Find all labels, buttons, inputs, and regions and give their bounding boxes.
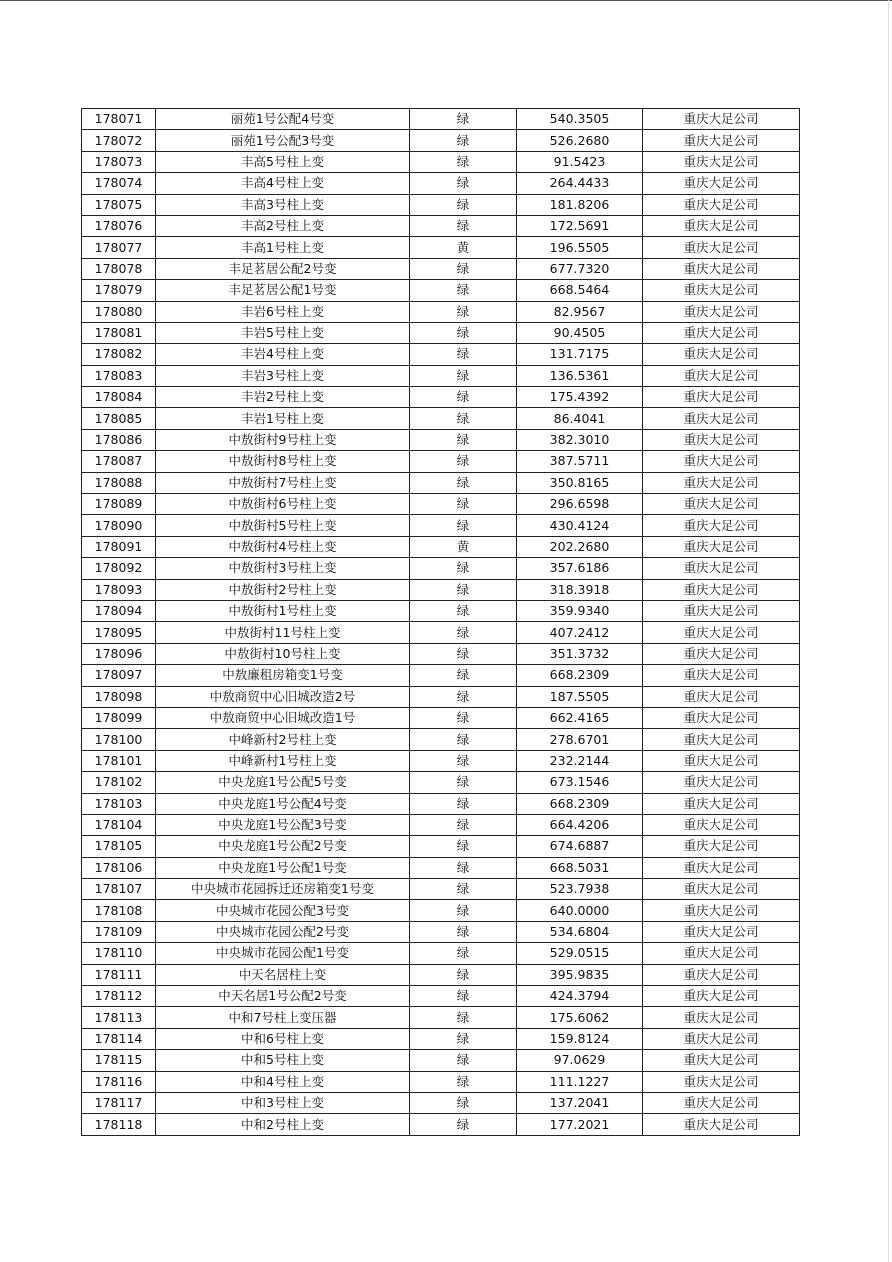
cell-id: 178115 bbox=[82, 1050, 156, 1071]
cell-value: 111.1227 bbox=[517, 1071, 643, 1092]
cell-status: 绿 bbox=[410, 707, 517, 728]
table-row bbox=[82, 536, 800, 557]
cell-id: 178074 bbox=[82, 173, 156, 194]
table-row bbox=[82, 750, 800, 771]
cell-company: 重庆大足公司 bbox=[643, 194, 800, 215]
cell-name: 中敖廉租房箱变1号变 bbox=[156, 665, 410, 686]
cell-status: 绿 bbox=[410, 729, 517, 750]
cell-id: 178071 bbox=[82, 109, 156, 130]
cell-status: 绿 bbox=[410, 814, 517, 835]
cell-status: 绿 bbox=[410, 215, 517, 236]
cell-name: 中和3号柱上变 bbox=[156, 1092, 410, 1113]
table-row bbox=[82, 451, 800, 472]
cell-value: 357.6186 bbox=[517, 558, 643, 579]
cell-value: 90.4505 bbox=[517, 322, 643, 343]
cell-id: 178095 bbox=[82, 622, 156, 643]
cell-company: 重庆大足公司 bbox=[643, 151, 800, 172]
cell-status: 绿 bbox=[410, 109, 517, 130]
cell-company: 重庆大足公司 bbox=[643, 622, 800, 643]
cell-name: 丰岩6号柱上变 bbox=[156, 301, 410, 322]
cell-status: 绿 bbox=[410, 900, 517, 921]
cell-id: 178092 bbox=[82, 558, 156, 579]
table-row bbox=[82, 237, 800, 258]
cell-company: 重庆大足公司 bbox=[643, 515, 800, 536]
table-row bbox=[82, 258, 800, 279]
cell-company: 重庆大足公司 bbox=[643, 258, 800, 279]
table-body bbox=[82, 109, 800, 1136]
cell-id: 178082 bbox=[82, 344, 156, 365]
cell-company: 重庆大足公司 bbox=[643, 986, 800, 1007]
cell-status: 绿 bbox=[410, 322, 517, 343]
transformer-table bbox=[81, 108, 800, 1136]
table-row bbox=[82, 986, 800, 1007]
cell-name: 中央城市花园公配1号变 bbox=[156, 943, 410, 964]
cell-name: 中和7号柱上变压器 bbox=[156, 1007, 410, 1028]
cell-name: 中敖街村3号柱上变 bbox=[156, 558, 410, 579]
cell-name: 中敖商贸中心旧城改造1号 bbox=[156, 707, 410, 728]
cell-value: 97.0629 bbox=[517, 1050, 643, 1071]
cell-status: 绿 bbox=[410, 1007, 517, 1028]
cell-value: 278.6701 bbox=[517, 729, 643, 750]
cell-id: 178084 bbox=[82, 387, 156, 408]
cell-name: 丽苑1号公配3号变 bbox=[156, 130, 410, 151]
cell-value: 640.0000 bbox=[517, 900, 643, 921]
cell-value: 175.4392 bbox=[517, 387, 643, 408]
table-row bbox=[82, 280, 800, 301]
cell-id: 178086 bbox=[82, 429, 156, 450]
cell-status: 绿 bbox=[410, 494, 517, 515]
cell-value: 137.2041 bbox=[517, 1092, 643, 1113]
cell-company: 重庆大足公司 bbox=[643, 558, 800, 579]
cell-value: 668.2309 bbox=[517, 793, 643, 814]
cell-value: 359.9340 bbox=[517, 600, 643, 621]
cell-company: 重庆大足公司 bbox=[643, 793, 800, 814]
table-row bbox=[82, 130, 800, 151]
table-row bbox=[82, 1114, 800, 1135]
cell-id: 178097 bbox=[82, 665, 156, 686]
cell-company: 重庆大足公司 bbox=[643, 686, 800, 707]
cell-name: 丰岩4号柱上变 bbox=[156, 344, 410, 365]
cell-company: 重庆大足公司 bbox=[643, 408, 800, 429]
cell-status: 绿 bbox=[410, 365, 517, 386]
cell-name: 丰高3号柱上变 bbox=[156, 194, 410, 215]
cell-id: 178101 bbox=[82, 750, 156, 771]
cell-id: 178102 bbox=[82, 772, 156, 793]
cell-status: 绿 bbox=[410, 301, 517, 322]
table-row bbox=[82, 665, 800, 686]
cell-status: 绿 bbox=[410, 344, 517, 365]
cell-id: 178075 bbox=[82, 194, 156, 215]
cell-status: 黄 bbox=[410, 536, 517, 557]
cell-value: 534.6804 bbox=[517, 921, 643, 942]
table-row bbox=[82, 707, 800, 728]
cell-name: 中和5号柱上变 bbox=[156, 1050, 410, 1071]
cell-company: 重庆大足公司 bbox=[643, 750, 800, 771]
cell-status: 绿 bbox=[410, 173, 517, 194]
cell-name: 中敖街村6号柱上变 bbox=[156, 494, 410, 515]
cell-value: 407.2412 bbox=[517, 622, 643, 643]
cell-status: 绿 bbox=[410, 151, 517, 172]
cell-id: 178100 bbox=[82, 729, 156, 750]
cell-id: 178104 bbox=[82, 814, 156, 835]
table-row bbox=[82, 151, 800, 172]
cell-status: 绿 bbox=[410, 622, 517, 643]
cell-name: 中央龙庭1号公配2号变 bbox=[156, 836, 410, 857]
cell-company: 重庆大足公司 bbox=[643, 1114, 800, 1135]
cell-id: 178079 bbox=[82, 280, 156, 301]
table-row bbox=[82, 1050, 800, 1071]
cell-name: 中敖商贸中心旧城改造2号 bbox=[156, 686, 410, 707]
cell-status: 绿 bbox=[410, 1114, 517, 1135]
cell-status: 绿 bbox=[410, 1071, 517, 1092]
cell-id: 178087 bbox=[82, 451, 156, 472]
cell-id: 178106 bbox=[82, 857, 156, 878]
cell-id: 178076 bbox=[82, 215, 156, 236]
table-row bbox=[82, 387, 800, 408]
cell-status: 绿 bbox=[410, 686, 517, 707]
cell-name: 丽苑1号公配4号变 bbox=[156, 109, 410, 130]
cell-status: 绿 bbox=[410, 408, 517, 429]
cell-company: 重庆大足公司 bbox=[643, 1071, 800, 1092]
cell-id: 178114 bbox=[82, 1028, 156, 1049]
cell-value: 172.5691 bbox=[517, 215, 643, 236]
cell-name: 中敖街村2号柱上变 bbox=[156, 579, 410, 600]
cell-company: 重庆大足公司 bbox=[643, 814, 800, 835]
cell-value: 82.9567 bbox=[517, 301, 643, 322]
cell-id: 178098 bbox=[82, 686, 156, 707]
cell-status: 绿 bbox=[410, 772, 517, 793]
cell-company: 重庆大足公司 bbox=[643, 109, 800, 130]
cell-id: 178094 bbox=[82, 600, 156, 621]
cell-company: 重庆大足公司 bbox=[643, 836, 800, 857]
cell-status: 绿 bbox=[410, 857, 517, 878]
cell-status: 绿 bbox=[410, 280, 517, 301]
cell-value: 526.2680 bbox=[517, 130, 643, 151]
cell-status: 绿 bbox=[410, 1092, 517, 1113]
cell-id: 178088 bbox=[82, 472, 156, 493]
cell-status: 绿 bbox=[410, 258, 517, 279]
cell-name: 中敖街村11号柱上变 bbox=[156, 622, 410, 643]
cell-name: 中央龙庭1号公配4号变 bbox=[156, 793, 410, 814]
table-row bbox=[82, 429, 800, 450]
cell-status: 绿 bbox=[410, 879, 517, 900]
cell-company: 重庆大足公司 bbox=[643, 1028, 800, 1049]
table-row bbox=[82, 772, 800, 793]
cell-company: 重庆大足公司 bbox=[643, 387, 800, 408]
table-row bbox=[82, 1007, 800, 1028]
cell-name: 丰岩1号柱上变 bbox=[156, 408, 410, 429]
cell-value: 529.0515 bbox=[517, 943, 643, 964]
cell-value: 159.8124 bbox=[517, 1028, 643, 1049]
cell-company: 重庆大足公司 bbox=[643, 1007, 800, 1028]
cell-name: 中央龙庭1号公配5号变 bbox=[156, 772, 410, 793]
cell-company: 重庆大足公司 bbox=[643, 322, 800, 343]
cell-company: 重庆大足公司 bbox=[643, 879, 800, 900]
cell-status: 绿 bbox=[410, 429, 517, 450]
cell-status: 绿 bbox=[410, 1028, 517, 1049]
cell-value: 296.6598 bbox=[517, 494, 643, 515]
cell-id: 178111 bbox=[82, 964, 156, 985]
table-row bbox=[82, 964, 800, 985]
cell-id: 178108 bbox=[82, 900, 156, 921]
cell-name: 丰岩3号柱上变 bbox=[156, 365, 410, 386]
cell-name: 丰高1号柱上变 bbox=[156, 237, 410, 258]
cell-value: 91.5423 bbox=[517, 151, 643, 172]
cell-company: 重庆大足公司 bbox=[643, 600, 800, 621]
cell-name: 中敖街村1号柱上变 bbox=[156, 600, 410, 621]
cell-company: 重庆大足公司 bbox=[643, 772, 800, 793]
cell-id: 178118 bbox=[82, 1114, 156, 1135]
cell-name: 中和4号柱上变 bbox=[156, 1071, 410, 1092]
cell-status: 绿 bbox=[410, 921, 517, 942]
cell-value: 387.5711 bbox=[517, 451, 643, 472]
table-row bbox=[82, 322, 800, 343]
cell-company: 重庆大足公司 bbox=[643, 215, 800, 236]
cell-status: 绿 bbox=[410, 451, 517, 472]
table-row bbox=[82, 686, 800, 707]
cell-name: 中央城市花园公配3号变 bbox=[156, 900, 410, 921]
table-row bbox=[82, 1071, 800, 1092]
table-row bbox=[82, 814, 800, 835]
table-row bbox=[82, 921, 800, 942]
cell-value: 673.1546 bbox=[517, 772, 643, 793]
cell-status: 绿 bbox=[410, 665, 517, 686]
cell-name: 中央城市花园拆迁还房箱变1号变 bbox=[156, 879, 410, 900]
cell-id: 178096 bbox=[82, 643, 156, 664]
cell-company: 重庆大足公司 bbox=[643, 494, 800, 515]
cell-id: 178072 bbox=[82, 130, 156, 151]
cell-status: 绿 bbox=[410, 130, 517, 151]
table-row bbox=[82, 836, 800, 857]
cell-status: 绿 bbox=[410, 472, 517, 493]
cell-company: 重庆大足公司 bbox=[643, 665, 800, 686]
table-row bbox=[82, 900, 800, 921]
cell-id: 178085 bbox=[82, 408, 156, 429]
table-row bbox=[82, 215, 800, 236]
cell-status: 绿 bbox=[410, 515, 517, 536]
cell-value: 196.5505 bbox=[517, 237, 643, 258]
table-row bbox=[82, 301, 800, 322]
cell-value: 668.5464 bbox=[517, 280, 643, 301]
table-row bbox=[82, 600, 800, 621]
cell-status: 绿 bbox=[410, 1050, 517, 1071]
cell-company: 重庆大足公司 bbox=[643, 472, 800, 493]
cell-id: 178105 bbox=[82, 836, 156, 857]
cell-name: 中敖街村7号柱上变 bbox=[156, 472, 410, 493]
cell-id: 178109 bbox=[82, 921, 156, 942]
cell-value: 202.2680 bbox=[517, 536, 643, 557]
cell-value: 136.5361 bbox=[517, 365, 643, 386]
table-row bbox=[82, 857, 800, 878]
cell-name: 中和2号柱上变 bbox=[156, 1114, 410, 1135]
cell-name: 中和6号柱上变 bbox=[156, 1028, 410, 1049]
cell-status: 绿 bbox=[410, 600, 517, 621]
cell-value: 318.3918 bbox=[517, 579, 643, 600]
cell-id: 178091 bbox=[82, 536, 156, 557]
cell-status: 绿 bbox=[410, 964, 517, 985]
cell-value: 540.3505 bbox=[517, 109, 643, 130]
cell-value: 668.5031 bbox=[517, 857, 643, 878]
cell-name: 中敖街村8号柱上变 bbox=[156, 451, 410, 472]
cell-status: 绿 bbox=[410, 943, 517, 964]
cell-value: 668.2309 bbox=[517, 665, 643, 686]
cell-id: 178113 bbox=[82, 1007, 156, 1028]
cell-value: 177.2021 bbox=[517, 1114, 643, 1135]
cell-value: 674.6887 bbox=[517, 836, 643, 857]
cell-company: 重庆大足公司 bbox=[643, 1092, 800, 1113]
table-row bbox=[82, 173, 800, 194]
cell-id: 178073 bbox=[82, 151, 156, 172]
page-top-border bbox=[0, 0, 892, 1]
cell-value: 677.7320 bbox=[517, 258, 643, 279]
table-row bbox=[82, 109, 800, 130]
cell-value: 351.3732 bbox=[517, 643, 643, 664]
cell-status: 绿 bbox=[410, 643, 517, 664]
cell-status: 绿 bbox=[410, 387, 517, 408]
cell-company: 重庆大足公司 bbox=[643, 344, 800, 365]
cell-value: 264.4433 bbox=[517, 173, 643, 194]
cell-name: 中峰新村1号柱上变 bbox=[156, 750, 410, 771]
table-row bbox=[82, 793, 800, 814]
table-row bbox=[82, 494, 800, 515]
cell-status: 绿 bbox=[410, 793, 517, 814]
table-row bbox=[82, 943, 800, 964]
cell-status: 绿 bbox=[410, 558, 517, 579]
cell-status: 绿 bbox=[410, 986, 517, 1007]
table-row bbox=[82, 643, 800, 664]
cell-company: 重庆大足公司 bbox=[643, 643, 800, 664]
cell-value: 181.8206 bbox=[517, 194, 643, 215]
table-row bbox=[82, 344, 800, 365]
cell-company: 重庆大足公司 bbox=[643, 579, 800, 600]
table-row bbox=[82, 558, 800, 579]
table-row bbox=[82, 579, 800, 600]
cell-id: 178107 bbox=[82, 879, 156, 900]
table-row bbox=[82, 515, 800, 536]
table-row bbox=[82, 408, 800, 429]
cell-status: 绿 bbox=[410, 836, 517, 857]
cell-name: 丰足茗居公配1号变 bbox=[156, 280, 410, 301]
cell-company: 重庆大足公司 bbox=[643, 301, 800, 322]
cell-id: 178117 bbox=[82, 1092, 156, 1113]
cell-company: 重庆大足公司 bbox=[643, 451, 800, 472]
cell-name: 丰足茗居公配2号变 bbox=[156, 258, 410, 279]
cell-name: 中敖街村5号柱上变 bbox=[156, 515, 410, 536]
cell-id: 178083 bbox=[82, 365, 156, 386]
table-row bbox=[82, 1092, 800, 1113]
cell-id: 178103 bbox=[82, 793, 156, 814]
cell-name: 中天名居1号公配2号变 bbox=[156, 986, 410, 1007]
cell-value: 664.4206 bbox=[517, 814, 643, 835]
cell-value: 395.9835 bbox=[517, 964, 643, 985]
cell-name: 丰岩5号柱上变 bbox=[156, 322, 410, 343]
cell-id: 178089 bbox=[82, 494, 156, 515]
cell-name: 中央城市花园公配2号变 bbox=[156, 921, 410, 942]
cell-status: 绿 bbox=[410, 750, 517, 771]
cell-name: 中敖街村9号柱上变 bbox=[156, 429, 410, 450]
cell-company: 重庆大足公司 bbox=[643, 943, 800, 964]
cell-company: 重庆大足公司 bbox=[643, 900, 800, 921]
cell-name: 中央龙庭1号公配3号变 bbox=[156, 814, 410, 835]
cell-company: 重庆大足公司 bbox=[643, 429, 800, 450]
cell-value: 350.8165 bbox=[517, 472, 643, 493]
cell-id: 178093 bbox=[82, 579, 156, 600]
cell-company: 重庆大足公司 bbox=[643, 173, 800, 194]
cell-value: 424.3794 bbox=[517, 986, 643, 1007]
cell-company: 重庆大足公司 bbox=[643, 707, 800, 728]
cell-company: 重庆大足公司 bbox=[643, 857, 800, 878]
cell-name: 丰高5号柱上变 bbox=[156, 151, 410, 172]
cell-name: 中峰新村2号柱上变 bbox=[156, 729, 410, 750]
table-row bbox=[82, 194, 800, 215]
cell-value: 232.2144 bbox=[517, 750, 643, 771]
cell-value: 131.7175 bbox=[517, 344, 643, 365]
table-row bbox=[82, 879, 800, 900]
table-row bbox=[82, 622, 800, 643]
cell-value: 430.4124 bbox=[517, 515, 643, 536]
table-row bbox=[82, 1028, 800, 1049]
cell-name: 中天名居柱上变 bbox=[156, 964, 410, 985]
cell-name: 中敖街村10号柱上变 bbox=[156, 643, 410, 664]
cell-status: 黄 bbox=[410, 237, 517, 258]
cell-value: 175.6062 bbox=[517, 1007, 643, 1028]
cell-id: 178110 bbox=[82, 943, 156, 964]
cell-status: 绿 bbox=[410, 194, 517, 215]
cell-company: 重庆大足公司 bbox=[643, 964, 800, 985]
cell-name: 丰高4号柱上变 bbox=[156, 173, 410, 194]
cell-name: 中央龙庭1号公配1号变 bbox=[156, 857, 410, 878]
cell-company: 重庆大足公司 bbox=[643, 365, 800, 386]
cell-value: 382.3010 bbox=[517, 429, 643, 450]
cell-id: 178090 bbox=[82, 515, 156, 536]
cell-company: 重庆大足公司 bbox=[643, 237, 800, 258]
cell-id: 178081 bbox=[82, 322, 156, 343]
cell-name: 中敖街村4号柱上变 bbox=[156, 536, 410, 557]
table-row bbox=[82, 472, 800, 493]
cell-company: 重庆大足公司 bbox=[643, 130, 800, 151]
table-row bbox=[82, 729, 800, 750]
cell-id: 178112 bbox=[82, 986, 156, 1007]
table-row bbox=[82, 365, 800, 386]
cell-name: 丰岩2号柱上变 bbox=[156, 387, 410, 408]
cell-value: 662.4165 bbox=[517, 707, 643, 728]
cell-id: 178116 bbox=[82, 1071, 156, 1092]
cell-company: 重庆大足公司 bbox=[643, 921, 800, 942]
cell-status: 绿 bbox=[410, 579, 517, 600]
cell-value: 187.5505 bbox=[517, 686, 643, 707]
cell-company: 重庆大足公司 bbox=[643, 1050, 800, 1071]
cell-company: 重庆大足公司 bbox=[643, 729, 800, 750]
cell-id: 178077 bbox=[82, 237, 156, 258]
cell-value: 86.4041 bbox=[517, 408, 643, 429]
cell-id: 178099 bbox=[82, 707, 156, 728]
cell-company: 重庆大足公司 bbox=[643, 280, 800, 301]
cell-id: 178080 bbox=[82, 301, 156, 322]
cell-value: 523.7938 bbox=[517, 879, 643, 900]
cell-company: 重庆大足公司 bbox=[643, 536, 800, 557]
cell-id: 178078 bbox=[82, 258, 156, 279]
page-right-edge bbox=[888, 0, 889, 1262]
cell-name: 丰高2号柱上变 bbox=[156, 215, 410, 236]
